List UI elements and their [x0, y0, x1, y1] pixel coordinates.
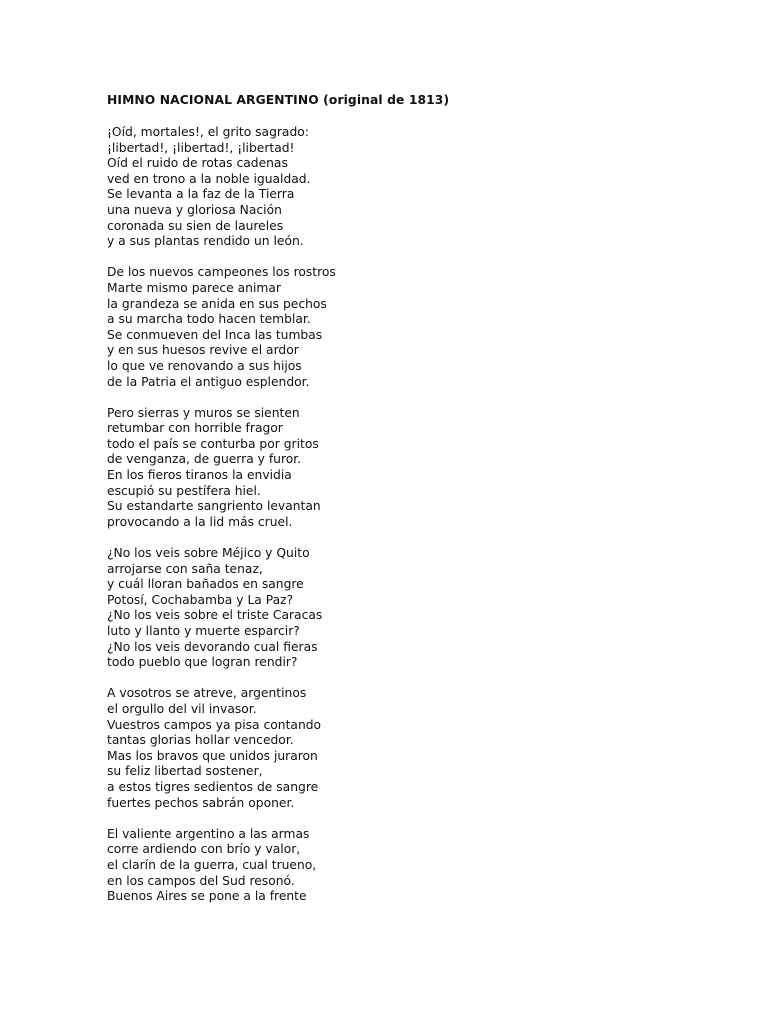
stanza: [107, 827, 727, 905]
verse-line: escupió su pestífera hiel.: [107, 483, 261, 498]
verse-line: de la Patria el antiguo esplendor.: [107, 374, 310, 389]
verse-line: ¡libertad!, ¡libertad!, ¡libertad!: [107, 140, 295, 155]
verse-line: De los nuevos campeones los rostros: [107, 265, 336, 280]
verse-line: luto y llanto y muerte esparcir?: [107, 624, 300, 638]
stanza: [107, 265, 727, 390]
verse-line: coronada su sien de laureles: [107, 218, 284, 233]
document-title: HIMNO NACIONAL ARGENTINO (original de 1813): [107, 93, 450, 107]
verse-line: de venganza, de guerra y furor.: [107, 452, 302, 467]
verse-line: Mas los bravos que unidos juraron: [107, 748, 318, 763]
verse-line: lo que ve renovando a sus hijos: [107, 358, 302, 373]
verse-line: Pero sierras y muros se sienten: [107, 405, 300, 420]
verse-line: ¿No los veis sobre Méjico y Quito: [107, 546, 310, 561]
verse-line: Se levanta a la faz de la Tierra: [107, 187, 295, 202]
verse-line: el clarín de la guerra, cual trueno,: [107, 857, 317, 872]
verse-line: ved en trono a la noble igualdad.: [107, 171, 311, 186]
stanza: [107, 406, 727, 531]
stanza: [107, 546, 727, 671]
verse-line: todo el país se conturba por gritos: [107, 436, 319, 451]
document-body: [107, 90, 727, 905]
verse-line: y cuál lloran bañados en sangre: [107, 577, 304, 592]
stanza: [107, 686, 727, 811]
verse-line: Marte mismo parece animar: [107, 280, 281, 295]
verse-line: una nueva y gloriosa Nación: [107, 202, 282, 217]
verse-line: arrojarse con saña tenaz,: [107, 561, 263, 576]
verse-line: en los campos del Sud resonó.: [107, 873, 295, 888]
verse-line: Potosí, Cochabamba y La Paz?: [107, 592, 294, 607]
stanza-list: [107, 125, 727, 905]
verse-line: Vuestros campos ya pisa contando: [107, 717, 322, 732]
verse-line: la grandeza se anida en sus pechos: [107, 296, 327, 311]
verse-line: fuertes pechos sabrán oponer.: [107, 795, 295, 810]
verse-line: Buenos Aires se pone a la frente: [107, 889, 307, 904]
verse-line: su feliz libertad sostener,: [107, 764, 263, 779]
verse-line: Oíd el ruido de rotas cadenas: [107, 156, 288, 171]
verse-line: provocando a la lid más cruel.: [107, 514, 293, 529]
verse-line: y a sus plantas rendido un león.: [107, 234, 304, 249]
verse-line: y en sus huesos revive el ardor: [107, 343, 299, 358]
verse-line: ¿No los veis devorando cual fieras: [107, 639, 318, 654]
verse-line: ¡Oíd, mortales!, el grito sagrado:: [107, 125, 309, 139]
verse-line: ¿No los veis sobre el triste Caracas: [107, 608, 323, 623]
verse-line: El valiente argentino a las armas: [107, 826, 310, 841]
verse-line: el orgullo del vil invasor.: [107, 701, 257, 716]
stanza: [107, 125, 727, 250]
verse-line: a estos tigres sedientos de sangre: [107, 779, 319, 794]
verse-line: En los fieros tiranos la envidia: [107, 468, 292, 483]
verse-line: retumbar con horrible fragor: [107, 421, 283, 436]
verse-line: tantas glorias hollar vencedor.: [107, 733, 294, 748]
verse-line: A vosotros se atreve, argentinos: [107, 686, 307, 701]
verse-line: Se conmueven del Inca las tumbas: [107, 327, 323, 342]
verse-line: corre ardiendo con brío y valor,: [107, 842, 301, 857]
verse-line: a su marcha todo hacen temblar.: [107, 312, 311, 327]
verse-line: Su estandarte sangriento levantan: [107, 499, 321, 514]
verse-line: todo pueblo que logran rendir?: [107, 655, 298, 670]
